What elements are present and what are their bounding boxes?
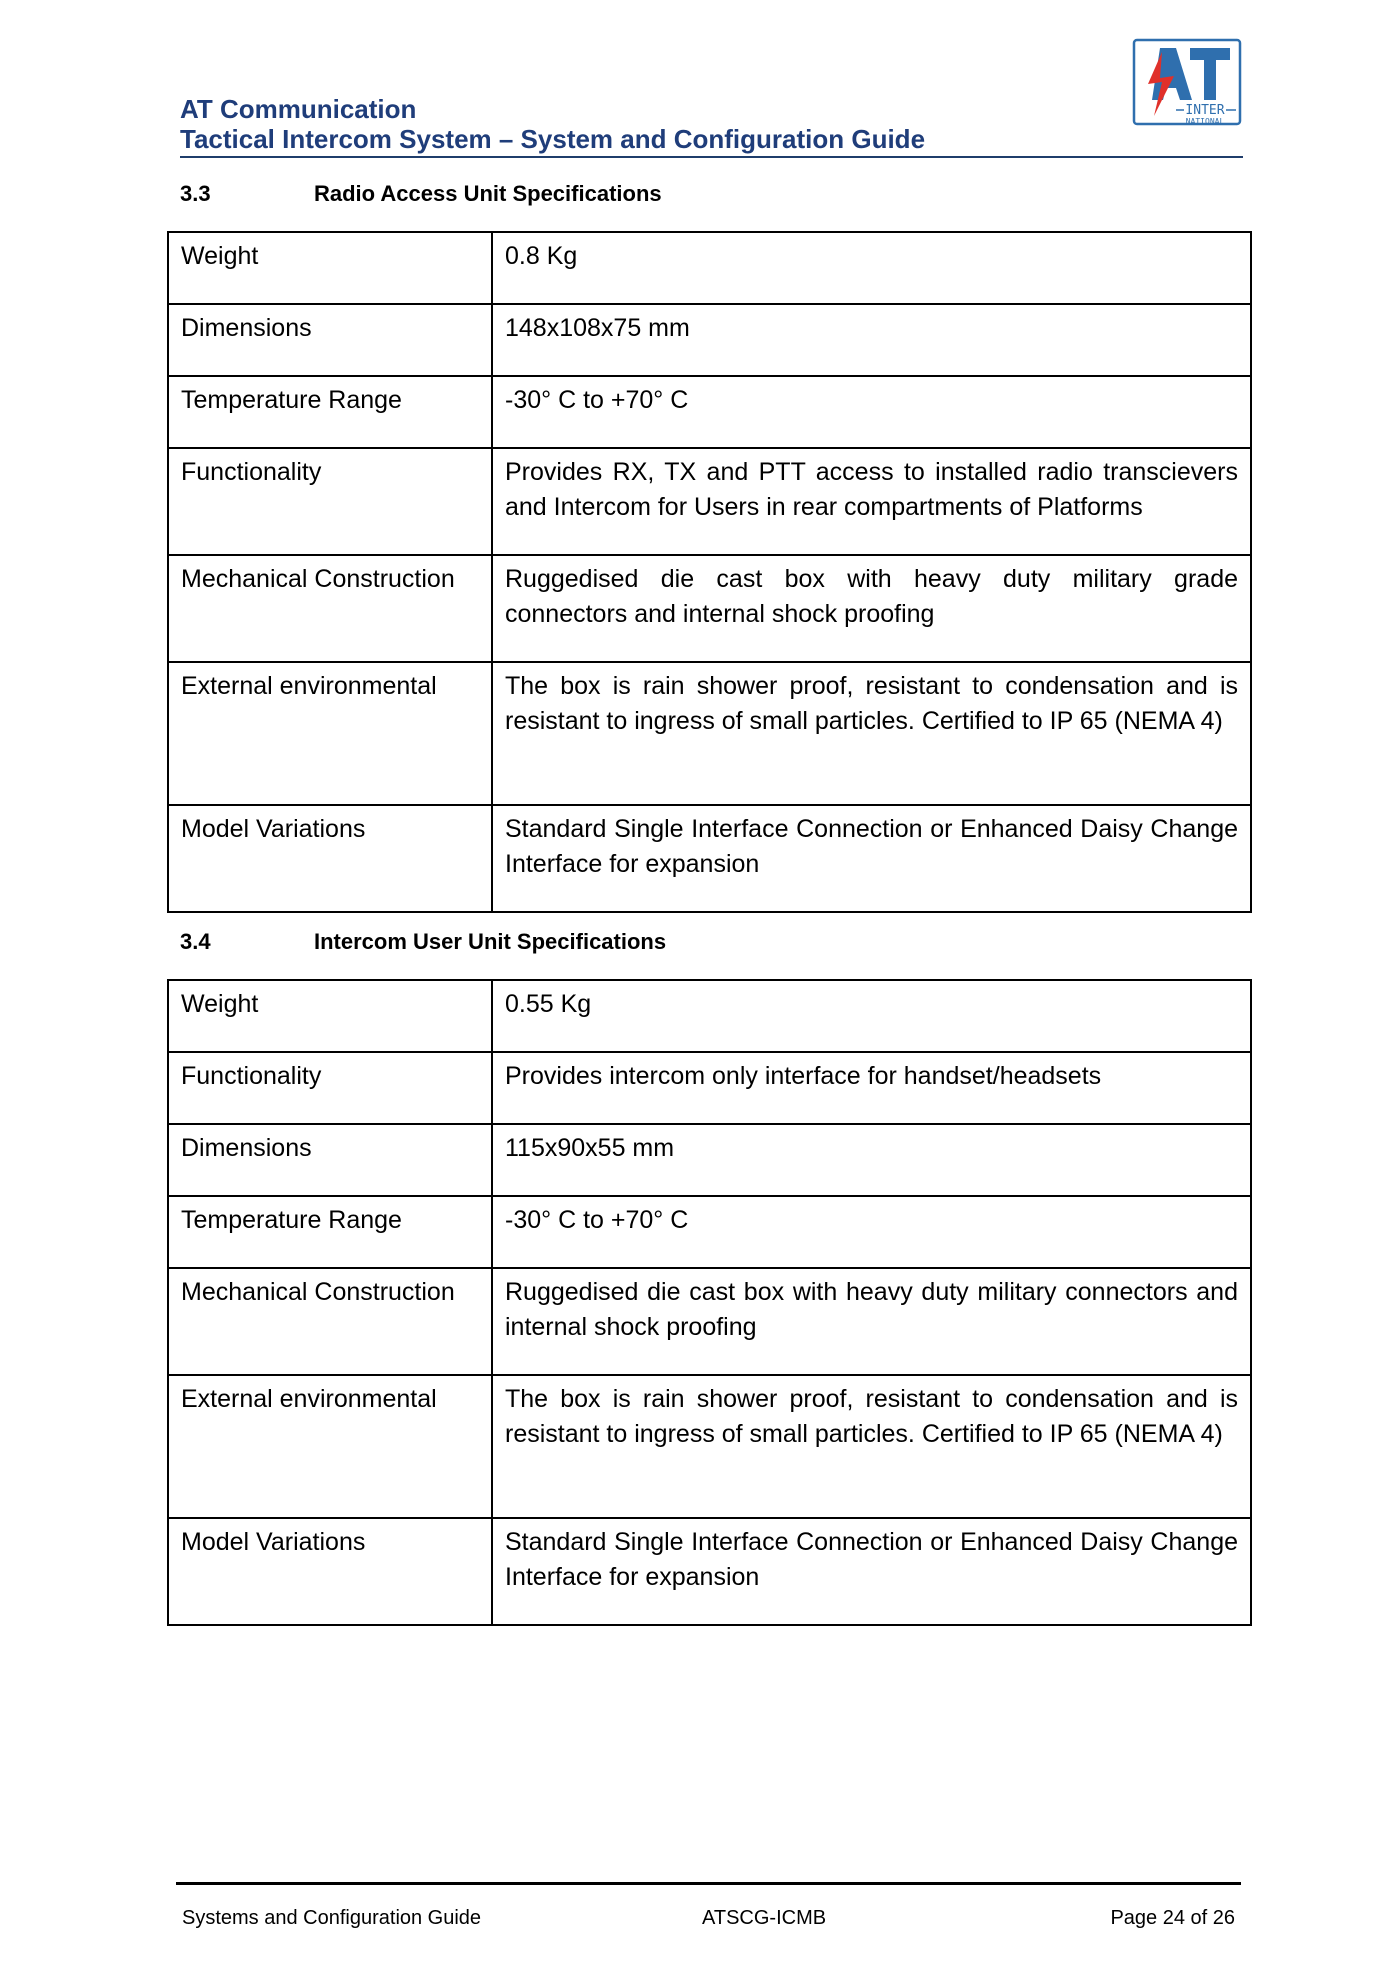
company-logo-icon: [1132, 38, 1242, 132]
spec-label: Weight: [168, 980, 492, 1052]
spec-label: Temperature Range: [168, 376, 492, 448]
spec-label: External environmental: [168, 662, 492, 805]
spec-value: 0.8 Kg: [492, 232, 1251, 304]
footer-document-code: ATSCG-ICMB: [702, 1907, 827, 1929]
table-row: [168, 1124, 1251, 1196]
page-footer: [176, 1882, 1241, 1935]
table-row: [168, 304, 1251, 376]
spec-label: Weight: [168, 232, 492, 304]
table-row: [168, 1196, 1251, 1268]
spec-value: -30° C to +70° C: [492, 1196, 1251, 1268]
table-row: [168, 1375, 1251, 1518]
table-row: [168, 662, 1251, 805]
section-title: Intercom User Unit Specifications: [314, 929, 667, 954]
table-row: [168, 1518, 1251, 1625]
spec-label: Functionality: [168, 1052, 492, 1124]
logo-text-inter: INTER: [1185, 103, 1225, 118]
spec-label: Temperature Range: [168, 1196, 492, 1268]
spec-value: 0.55 Kg: [492, 980, 1251, 1052]
table-row: [168, 1052, 1251, 1124]
table-row: [168, 232, 1251, 304]
page-header: [180, 88, 1243, 158]
table-row: [168, 1268, 1251, 1375]
intercom-user-unit-spec-table: [167, 979, 1252, 1626]
spec-value: Standard Single Interface Connection or Enhanced Daisy Change Interface for expansion: [492, 1518, 1251, 1625]
spec-label: Mechanical Construction: [168, 555, 492, 662]
spec-value: Provides RX, TX and PTT access to installed radio transcievers and Intercom for Users in rear compartments of Platforms: [492, 448, 1251, 555]
spec-value: The box is rain shower proof, resistant to condensation and is resistant to ingress of small particles. Certified to IP 65 (NEMA 4): [492, 1375, 1251, 1518]
spec-label: External environmental: [168, 1375, 492, 1518]
table-row: [168, 980, 1251, 1052]
logo-text-national: NATIONAL: [1185, 117, 1225, 126]
spec-value: Standard Single Interface Connection or Enhanced Daisy Change Interface for expansion: [492, 805, 1251, 912]
document-title: Tactical Intercom System – System and Configuration Guide: [180, 124, 926, 154]
company-name: AT Communication: [180, 94, 417, 124]
table-row: [168, 805, 1251, 912]
spec-value: Provides intercom only interface for handset/headsets: [492, 1052, 1251, 1124]
section-title: Radio Access Unit Specifications: [314, 181, 662, 206]
table-row: [168, 376, 1251, 448]
section-heading-3-4: [180, 929, 666, 955]
spec-label: Model Variations: [168, 805, 492, 912]
section-number: 3.4: [180, 929, 211, 954]
spec-label: Dimensions: [168, 1124, 492, 1196]
spec-value: -30° C to +70° C: [492, 376, 1251, 448]
spec-value: 148x108x75 mm: [492, 304, 1251, 376]
table-row: [168, 555, 1251, 662]
spec-label: Dimensions: [168, 304, 492, 376]
section-heading-3-3: [180, 181, 662, 207]
footer-guide-name: Systems and Configuration Guide: [182, 1907, 482, 1929]
spec-label: Mechanical Construction: [168, 1268, 492, 1375]
spec-value: The box is rain shower proof, resistant to condensation and is resistant to ingress of small particles. Certified to IP 65 (NEMA 4): [492, 662, 1251, 805]
spec-label: Functionality: [168, 448, 492, 555]
section-number: 3.3: [180, 181, 211, 206]
spec-label: Model Variations: [168, 1518, 492, 1625]
spec-value: Ruggedised die cast box with heavy duty military connectors and internal shock proofing: [492, 1268, 1251, 1375]
spec-value: 115x90x55 mm: [492, 1124, 1251, 1196]
spec-value: Ruggedised die cast box with heavy duty military grade connectors and internal shock proofing: [492, 555, 1251, 662]
radio-access-unit-spec-table: [167, 231, 1252, 913]
footer-page-number: Page 24 of 26: [1110, 1907, 1235, 1929]
table-row: [168, 448, 1251, 555]
